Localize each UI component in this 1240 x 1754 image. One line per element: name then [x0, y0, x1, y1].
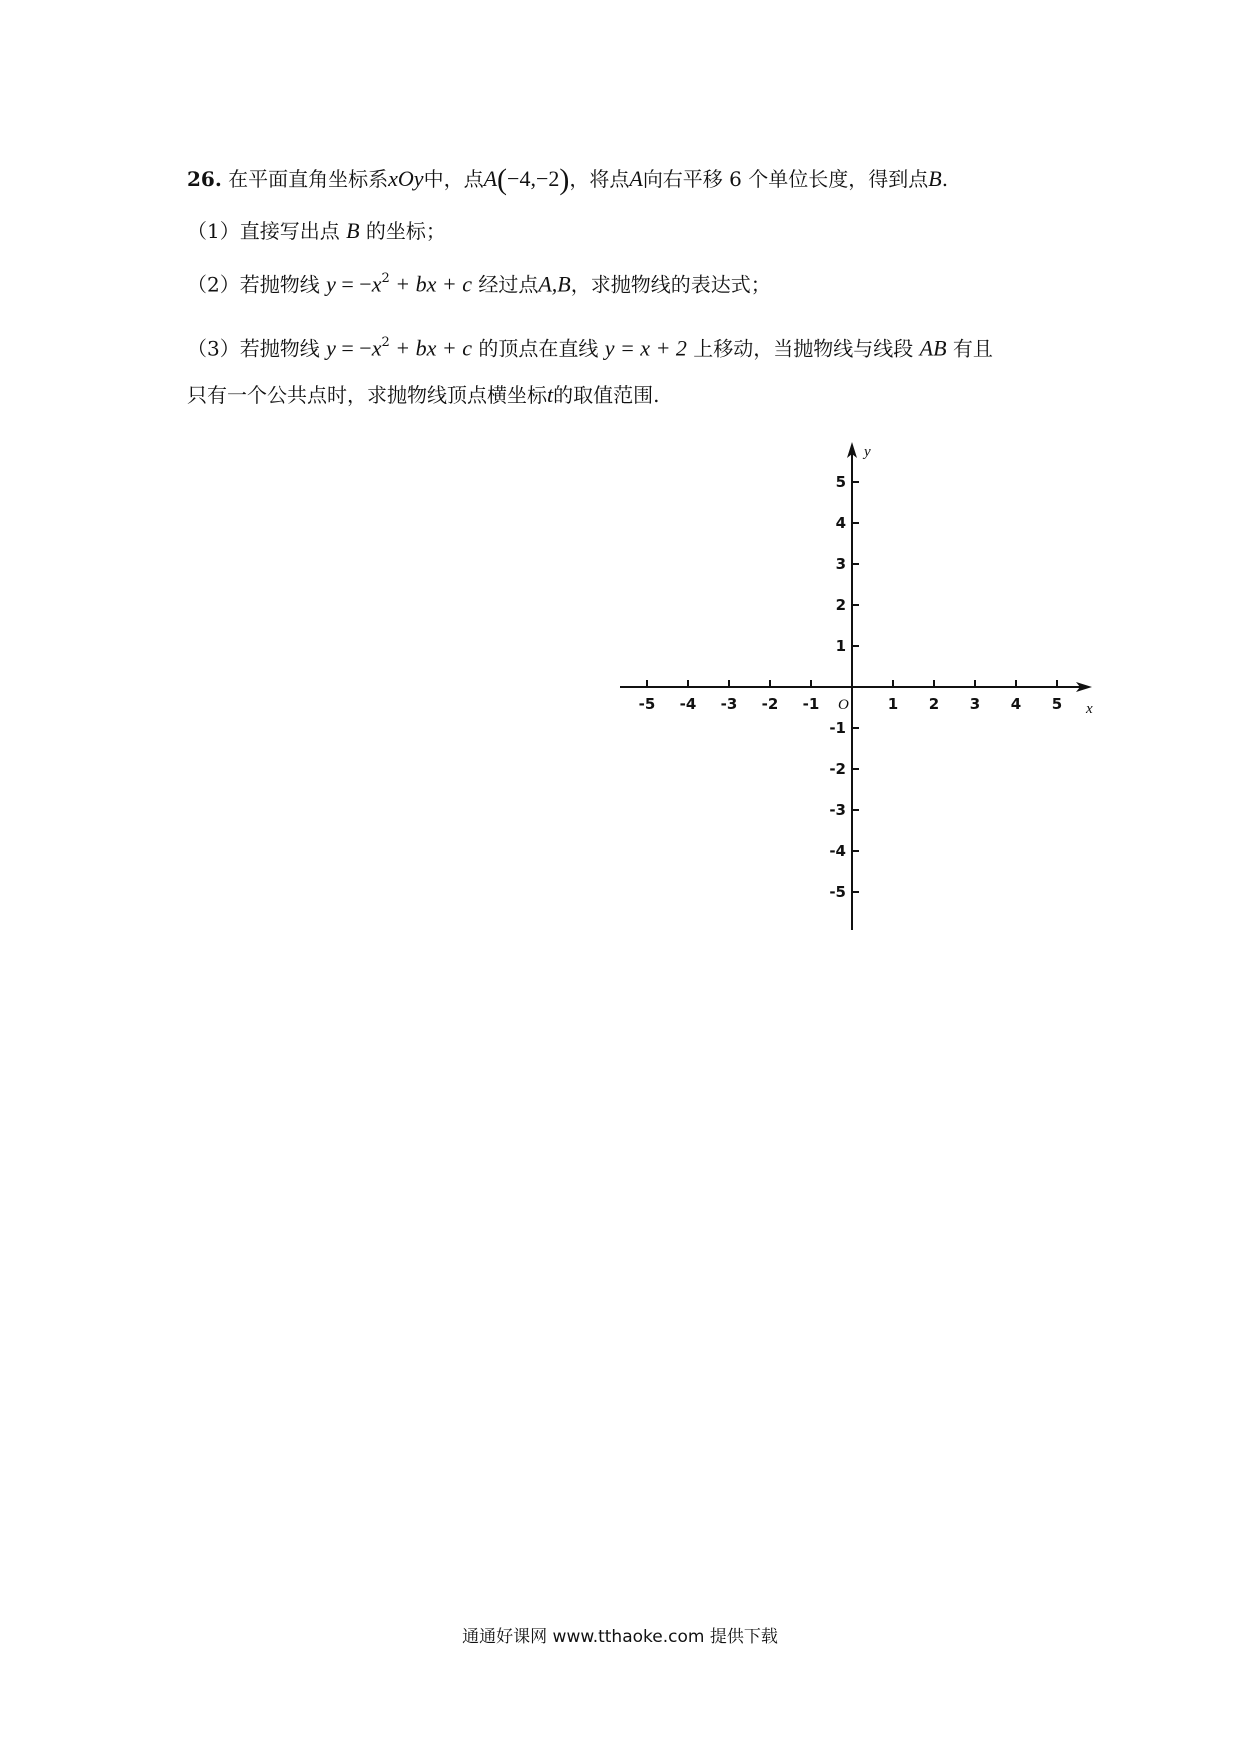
origin-label: O — [838, 697, 849, 713]
x-tick-label: 5 — [1051, 695, 1063, 713]
x-tick-label: 1 — [887, 695, 899, 713]
question-1: （1）直接写出点 B 的坐标； — [187, 218, 446, 243]
problem-stem: 26. 在平面直角坐标系xOy中，点A(−4,−2)，将点A向右平移 6 个单位长度，得到点B. — [187, 163, 949, 196]
question-3-cont: 只有一个公共点时，求抛物线顶点横坐标t的取值范围. — [187, 382, 660, 407]
x-tick-label: 3 — [969, 695, 981, 713]
y-tick-label: 2 — [835, 596, 846, 614]
x-tick-label: -2 — [761, 695, 779, 713]
y-tick-label: -2 — [829, 760, 846, 778]
x-tick-label: 2 — [928, 695, 940, 713]
x-tick-label: -5 — [638, 695, 656, 713]
y-tick-label: -5 — [829, 883, 846, 901]
y-tick-label: -1 — [829, 719, 846, 737]
y-tick-label: 3 — [835, 555, 846, 573]
y-tick-label: 5 — [835, 473, 846, 491]
coordinate-plane — [620, 440, 1100, 940]
axes — [620, 442, 1092, 930]
x-axis-label: x — [1086, 701, 1093, 717]
question-2: （2）若抛物线 $y = -x^2$ + bx + c 经过点A,B，求抛物线的表达式； — [187, 271, 771, 297]
y-tick-label: -3 — [829, 801, 846, 819]
question-3: （3）若抛物线 $y = -x^2$ + bx + c 的顶点在直线 y = x + 2 上移动，当抛物线与线段 AB 有且 — [187, 335, 993, 361]
y-tick-label: 1 — [835, 637, 846, 655]
y-tick-label: 4 — [835, 514, 846, 532]
x-tick-label: -3 — [720, 695, 738, 713]
x-tick-label: 4 — [1010, 695, 1022, 713]
y-tick-label: -4 — [829, 842, 846, 860]
problem-number: 26. — [187, 167, 222, 191]
x-tick-label: -4 — [679, 695, 697, 713]
x-tick-label: -1 — [802, 695, 820, 713]
x-ticks — [639, 680, 1063, 713]
footer: 通通好课网 www.tthaoke.com 提供下载 — [462, 1627, 778, 1647]
y-axis-label: y — [864, 444, 871, 460]
